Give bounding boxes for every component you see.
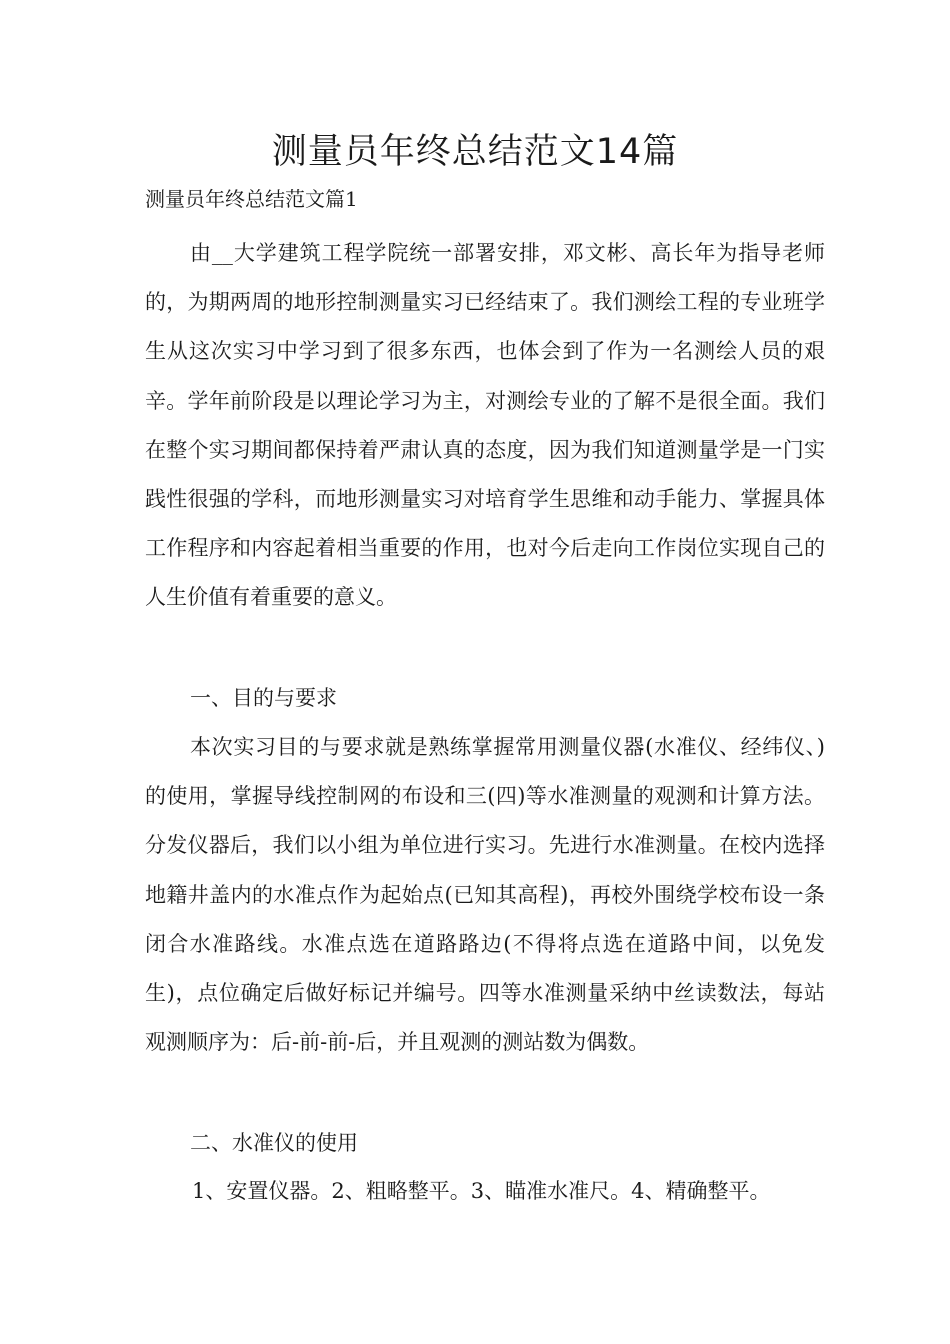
document-title: 测量员年终总结范文14篇	[271, 132, 679, 172]
document-subtitle: 测量员年终总结范文篇1	[145, 187, 358, 211]
section-heading-purpose: 一、目的与要求	[190, 686, 337, 710]
paragraph-intro: 由__大学建筑工程学院统一部署安排，邓文彬、高长年为指导老师的，为期两周的地形控制测量实习已经结束了。我们测绘工程的专业班学生从这次实习中学习到了很多东西，也体会到了作为一名测绘人员的艰辛。学年前阶段是以理论学习为主，对测绘专业的了解不是很全面。我们在整个实习期间都保持着严肃认真的态度，因为我们知道测量学是一门实践性很强的学科，而地形测量实习对培育学生思维和动手能力、掌握具体工作程序和内容起着相当重要的作用，也对今后走向工作岗位实现自己的人生价值有着重要的意义。	[145, 241, 825, 610]
paragraph-purpose: 本次实习目的与要求就是熟练掌握常用测量仪器(水准仪、经纬仪、)的使用，掌握导线控制网的布设和三(四)等水准测量的观测和计算方法。分发仪器后，我们以小组为单位进行实习。先进行水准测量。在校内选择地籍井盖内的水准点作为起始点(已知其高程)，再校外围绕学校布设一条闭合水准路线。水准点选在道路路边(不得将点选在道路中间，以免发生)，点位确定后做好标记并编号。四等水准测量采纳中丝读数法，每站观测顺序为：后-前-前-后，并且观测的测站数为偶数。	[145, 735, 825, 1055]
section-heading-level-usage: 二、水准仪的使用	[190, 1131, 358, 1155]
paragraph-level-steps: 1、安置仪器。2、粗略整平。3、瞄准水准尺。4、精确整平。	[192, 1179, 771, 1203]
